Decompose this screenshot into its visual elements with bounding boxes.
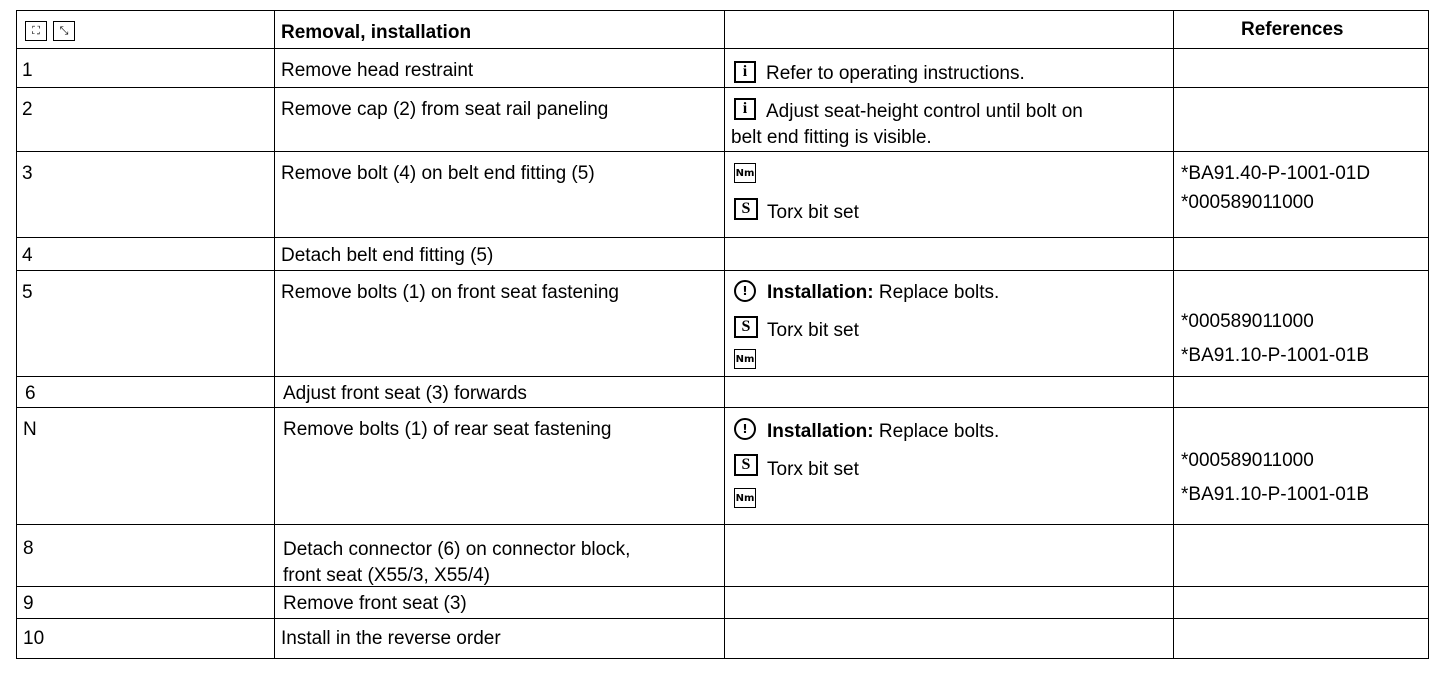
table-row	[16, 151, 1429, 238]
step-action: Remove front seat (3)	[283, 593, 467, 614]
installation-note	[767, 281, 999, 304]
step-action: Remove bolts (1) on front seat fastening	[281, 282, 619, 303]
installation-icon: !	[734, 280, 756, 302]
reference-link[interactable]: *BA91.10-P-1001-01B	[1181, 484, 1370, 505]
torque-nm-icon: Nm	[734, 349, 756, 369]
tool-label: Torx bit set	[767, 320, 859, 341]
step-action: Remove bolt (4) on belt end fitting (5)	[281, 163, 595, 184]
installation-text: Replace bolts.	[878, 421, 1000, 442]
step-action: Adjust front seat (3) forwards	[283, 383, 527, 404]
table-row	[16, 48, 1429, 88]
step-number: N	[23, 419, 37, 440]
tool-icon: S	[734, 198, 758, 220]
installation-icon: !	[734, 418, 756, 440]
torque-nm-icon: Nm	[734, 488, 756, 508]
step-action: Install in the reverse order	[281, 628, 501, 649]
expand-icon[interactable]: ⛶	[25, 21, 47, 41]
step-action: Detach belt end fitting (5)	[281, 245, 494, 266]
step-action-line1: Detach connector (6) on connector block,	[283, 539, 631, 560]
step-number: 10	[23, 628, 45, 649]
header-references-cell	[1174, 11, 1428, 48]
header-title-cell	[275, 11, 725, 48]
step-number: 6	[25, 383, 36, 404]
collapse-icon[interactable]: ⤡	[53, 21, 75, 41]
table-row	[16, 87, 1429, 152]
tool-icon: S	[734, 454, 758, 476]
installation-text: Replace bolts.	[878, 282, 1000, 303]
step-number: 5	[22, 282, 33, 303]
installation-note	[767, 420, 999, 443]
step-note-line1: Adjust seat-height control until bolt on	[766, 101, 1083, 122]
table-row	[16, 270, 1429, 377]
tool-label: Torx bit set	[767, 202, 859, 223]
column-header-title: Removal, installation	[281, 22, 472, 43]
header-icons-cell	[17, 11, 275, 48]
table-row	[16, 524, 1429, 587]
step-action: Remove head restraint	[281, 60, 474, 81]
table-header-row	[16, 10, 1429, 49]
installation-label: Installation:	[767, 421, 874, 442]
tool-label: Torx bit set	[767, 459, 859, 480]
table-row	[16, 586, 1429, 619]
header-empty-cell	[725, 11, 1174, 48]
installation-label: Installation:	[767, 282, 874, 303]
reference-link[interactable]: *000589011000	[1181, 450, 1314, 471]
step-number: 2	[22, 99, 33, 120]
reference-link[interactable]: *000589011000	[1181, 192, 1314, 213]
info-icon: i	[734, 61, 756, 83]
info-icon: i	[734, 98, 756, 120]
step-note: Refer to operating instructions.	[766, 63, 1025, 84]
column-header-references: References	[1241, 19, 1344, 40]
step-number: 3	[22, 163, 33, 184]
step-number: 9	[23, 593, 34, 614]
table-row	[16, 618, 1429, 659]
reference-link[interactable]: *000589011000	[1181, 311, 1314, 332]
step-action: Remove bolts (1) of rear seat fastening	[283, 419, 612, 440]
reference-link[interactable]: *BA91.40-P-1001-01D	[1181, 163, 1371, 184]
step-action: Remove cap (2) from seat rail paneling	[281, 99, 609, 120]
torque-nm-icon: Nm	[734, 163, 756, 183]
step-number: 8	[23, 538, 34, 559]
reference-link[interactable]: *BA91.10-P-1001-01B	[1181, 345, 1370, 366]
step-note-line2: belt end fitting is visible.	[731, 127, 932, 148]
step-action-line2: front seat (X55/3, X55/4)	[283, 565, 491, 586]
table-row	[16, 407, 1429, 525]
step-number: 4	[22, 245, 33, 266]
tool-icon: S	[734, 316, 758, 338]
table-row	[16, 237, 1429, 271]
table-row	[16, 376, 1429, 408]
step-number: 1	[22, 60, 33, 81]
